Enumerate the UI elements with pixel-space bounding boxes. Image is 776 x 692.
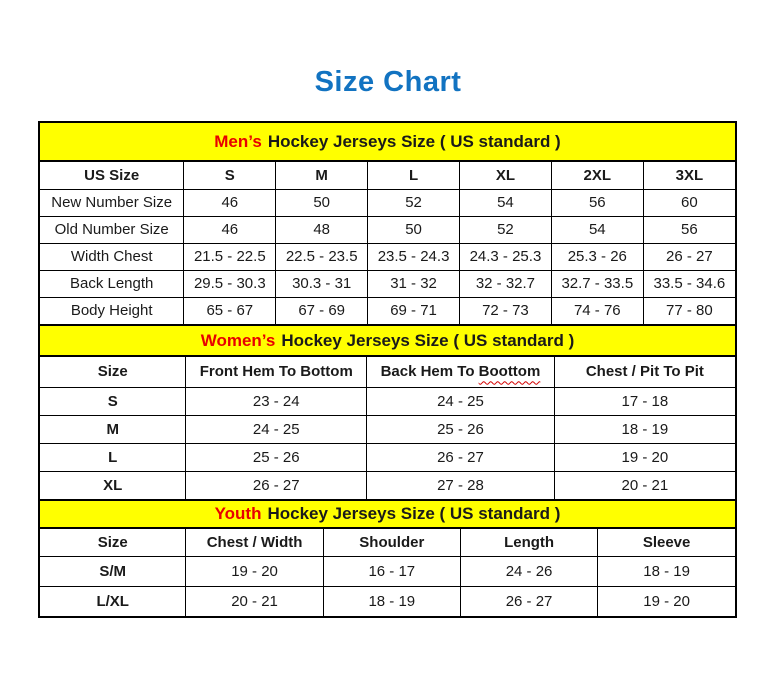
column-header-cell: Sleeve <box>598 529 735 556</box>
table-row <box>40 586 735 616</box>
table-row <box>40 243 735 270</box>
mens-section-header <box>40 123 735 162</box>
table-cell: 26 - 27 <box>186 471 367 499</box>
table-cell: 30.3 - 31 <box>276 270 368 297</box>
column-header-cell: Size <box>40 529 186 556</box>
table-cell: 50 <box>276 189 368 216</box>
youth-section-accent-label: Youth <box>214 504 262 523</box>
table-cell: 24 - 26 <box>460 556 597 586</box>
table-cell: 46 <box>184 189 276 216</box>
table-cell: 24 - 25 <box>367 387 555 415</box>
table-cell: 18 - 19 <box>554 415 735 443</box>
table-cell: 60 <box>643 189 735 216</box>
table-cell: 18 - 19 <box>598 556 735 586</box>
table-cell: 24 - 25 <box>186 415 367 443</box>
youth-section-header <box>40 499 735 529</box>
table-cell: 33.5 - 34.6 <box>643 270 735 297</box>
row-label-cell: M <box>40 415 186 443</box>
womens-section-title-label: Hockey Jerseys Size ( US standard ) <box>281 330 575 350</box>
table-cell: 25.3 - 26 <box>551 243 643 270</box>
column-header-cell: Chest / Pit To Pit <box>554 357 735 387</box>
row-label-cell: L <box>40 443 186 471</box>
table-row <box>40 471 735 499</box>
table-cell: 22.5 - 23.5 <box>276 243 368 270</box>
mens-section-accent-label: Men’s <box>214 131 262 151</box>
table-cell: 56 <box>643 216 735 243</box>
table-cell: 54 <box>551 216 643 243</box>
misspelled-word-squiggle: Boottom <box>478 363 541 381</box>
table-cell: 52 <box>368 189 460 216</box>
table-cell: 26 - 27 <box>460 586 597 616</box>
header-text: Back Hem To <box>380 363 475 381</box>
row-label-cell: Back Length <box>40 270 184 297</box>
table-cell: 17 - 18 <box>554 387 735 415</box>
table-cell: 20 - 21 <box>554 471 735 499</box>
table-row <box>40 387 735 415</box>
column-header-cell: L <box>368 162 460 189</box>
table-cell: 32 - 32.7 <box>459 270 551 297</box>
table-cell: 23 - 24 <box>186 387 367 415</box>
youth-header-row <box>40 529 735 556</box>
column-header-cell-misspelled <box>367 357 555 387</box>
row-label-cell: S/M <box>40 556 186 586</box>
column-header-cell: Chest / Width <box>186 529 323 556</box>
womens-header-row <box>40 357 735 387</box>
column-header-cell: S <box>184 162 276 189</box>
table-cell: 19 - 20 <box>554 443 735 471</box>
table-cell: 19 - 20 <box>598 586 735 616</box>
table-cell: 25 - 26 <box>367 415 555 443</box>
column-header-cell: 2XL <box>551 162 643 189</box>
size-chart-table-group <box>38 121 737 618</box>
table-row <box>40 216 735 243</box>
table-cell: 31 - 32 <box>368 270 460 297</box>
table-cell: 74 - 76 <box>551 297 643 324</box>
womens-section-header <box>40 324 735 357</box>
table-cell: 54 <box>459 189 551 216</box>
table-cell: 52 <box>459 216 551 243</box>
mens-section-title-label: Hockey Jerseys Size ( US standard ) <box>267 131 561 151</box>
table-cell: 21.5 - 22.5 <box>184 243 276 270</box>
row-label-cell: New Number Size <box>40 189 184 216</box>
youth-size-table <box>40 529 735 616</box>
table-cell: 23.5 - 24.3 <box>368 243 460 270</box>
column-header-cell: 3XL <box>643 162 735 189</box>
mens-size-table <box>40 162 735 324</box>
column-header-cell: Front Hem To Bottom <box>186 357 367 387</box>
column-header-cell: Size <box>40 357 186 387</box>
mens-header-row <box>40 162 735 189</box>
table-cell: 50 <box>368 216 460 243</box>
table-cell: 72 - 73 <box>459 297 551 324</box>
table-row <box>40 443 735 471</box>
column-header-cell: Shoulder <box>323 529 460 556</box>
table-cell: 26 - 27 <box>643 243 735 270</box>
row-label-cell: Old Number Size <box>40 216 184 243</box>
table-cell: 56 <box>551 189 643 216</box>
table-row <box>40 297 735 324</box>
table-cell: 27 - 28 <box>367 471 555 499</box>
table-cell: 24.3 - 25.3 <box>459 243 551 270</box>
table-cell: 20 - 21 <box>186 586 323 616</box>
womens-size-table <box>40 357 735 499</box>
column-header-cell: US Size <box>40 162 184 189</box>
table-cell: 29.5 - 30.3 <box>184 270 276 297</box>
table-cell: 19 - 20 <box>186 556 323 586</box>
page-title: Size Chart <box>314 66 462 98</box>
column-header-cell: Length <box>460 529 597 556</box>
womens-section-accent-label: Women’s <box>200 330 276 350</box>
table-row <box>40 556 735 586</box>
table-cell: 77 - 80 <box>643 297 735 324</box>
row-label-cell: S <box>40 387 186 415</box>
table-cell: 46 <box>184 216 276 243</box>
row-label-cell: Width Chest <box>40 243 184 270</box>
table-cell: 26 - 27 <box>367 443 555 471</box>
column-header-cell: M <box>276 162 368 189</box>
table-cell: 25 - 26 <box>186 443 367 471</box>
table-cell: 32.7 - 33.5 <box>551 270 643 297</box>
table-cell: 65 - 67 <box>184 297 276 324</box>
table-cell: 67 - 69 <box>276 297 368 324</box>
table-cell: 48 <box>276 216 368 243</box>
row-label-cell: XL <box>40 471 186 499</box>
youth-section-title-label: Hockey Jerseys Size ( US standard ) <box>267 504 561 523</box>
table-row <box>40 415 735 443</box>
table-row <box>40 270 735 297</box>
table-row <box>40 189 735 216</box>
row-label-cell: L/XL <box>40 586 186 616</box>
table-cell: 69 - 71 <box>368 297 460 324</box>
row-label-cell: Body Height <box>40 297 184 324</box>
column-header-cell: XL <box>459 162 551 189</box>
table-cell: 16 - 17 <box>323 556 460 586</box>
table-cell: 18 - 19 <box>323 586 460 616</box>
